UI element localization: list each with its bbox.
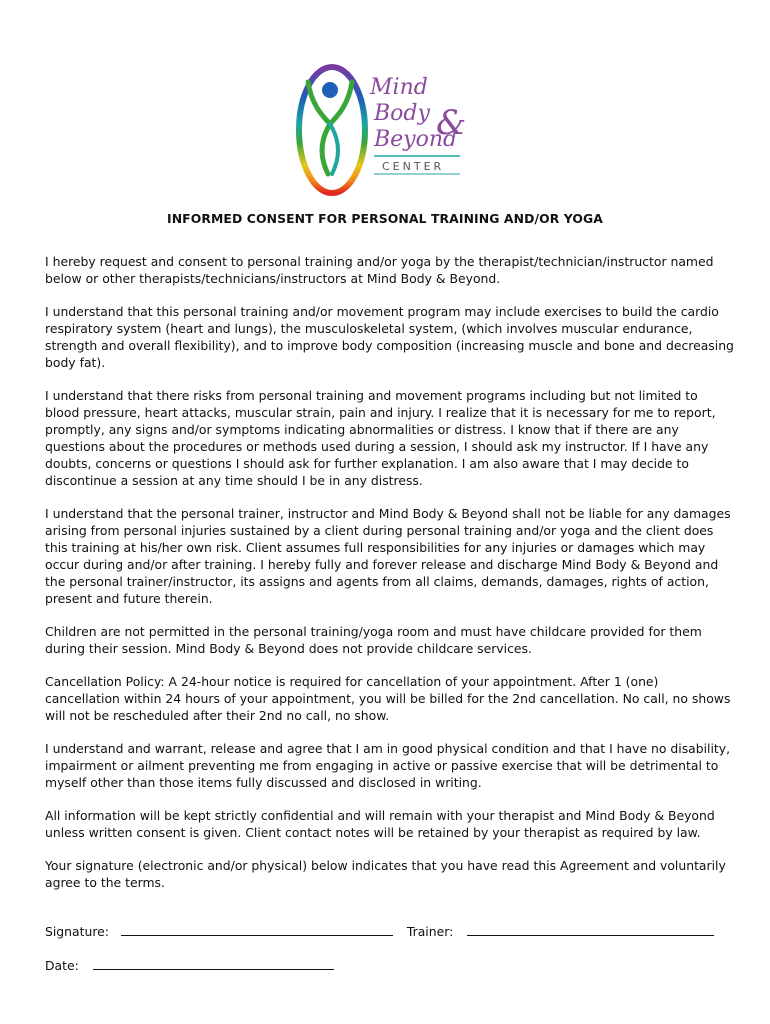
signature-line[interactable] (121, 923, 393, 936)
logo-text-beyond: Beyond (374, 127, 458, 152)
logo-text-center: CENTER (382, 160, 445, 173)
mind-body-beyond-logo (290, 62, 490, 197)
date-line[interactable] (93, 957, 334, 970)
paragraph-cancellation-policy: Cancellation Policy: A 24-hour notice is required for cancellation of your appointment. After 1 (one) cancellation within 24 hours of your appointment, you will be billed for the 2nd cancellation. No call, no shows will not be rescheduled after their 2nd no call, no show. (45, 674, 731, 723)
paragraph-risks: I understand that there risks from personal training and movement programs including but not limited to blood pressure, heart attacks, muscular strain, pain and injury. I realize that it is necessary for me to report, promptly, any signs and/or symptoms indicating abnormalities or distress. I know that if there are any questions about the procedures or methods used during a session, I should ask my instructor. If I have any doubts, concerns or questions I should ask for further explanation. I am also aware that I may decide to discontinue a session at any time should I be in any distress. (45, 388, 716, 488)
paragraph-liability-release: I understand that the personal trainer, instructor and Mind Body & Beyond shall not be liable for any damages arising from personal injuries sustained by a client during personal training and/or yoga and the client does this training at his/her own risk. Client assumes full responsibilities for any injuries or damages which may occur during and/or after training. I hereby fully and forever release and discharge Mind Body & Beyond and the personal trainer/instructor, its assigns and agents from all claims, demands, damages, rights of action, present and future therein. (45, 506, 731, 606)
consent-body (45, 253, 735, 907)
trainer-line[interactable] (467, 923, 714, 936)
paragraph-program-scope: I understand that this personal training and/or movement program may include exercises to build the cardio respiratory system (heart and lungs), the musculoskeletal system, (which involves muscular endurance, strength and overall flexibility), and to improve body composition (increasing muscle and bone and decreasing body fat). (45, 304, 734, 370)
logo-text-mind: Mind (370, 75, 428, 100)
date-label: Date: (45, 958, 79, 973)
logo-text-body: Body (374, 101, 430, 126)
document-title: INFORMED CONSENT FOR PERSONAL TRAINING AND/OR YOGA (166, 211, 603, 226)
paragraph-confidentiality: All information will be kept strictly confidential and will remain with your therapist and Mind Body & Beyond unless written consent is given. Client contact notes will be retained by your therapist as required by law. (45, 808, 715, 840)
logo-text-amp: & (436, 103, 467, 143)
signature-label: Signature: (45, 924, 109, 939)
paragraph-children-policy: Children are not permitted in the personal training/yoga room and must have childcare provided for them during their session. Mind Body & Beyond does not provide childcare services. (45, 624, 702, 656)
trainer-label: Trainer: (406, 924, 454, 939)
logo-figure-head (322, 82, 338, 98)
signature-row (45, 923, 714, 940)
date-row (45, 957, 334, 974)
paragraph-consent-request: I hereby request and consent to personal training and/or yoga by the therapist/technician/instructor named below or other therapists/technicians/instructors at Mind Body & Beyond. (45, 254, 714, 286)
paragraph-physical-condition: I understand and warrant, release and agree that I am in good physical condition and that I have no disability, impairment or ailment preventing me from engaging in active or passive exercise that will be detrimental to myself other than those items fully discussed and disclosed in writing. (45, 741, 731, 790)
paragraph-signature-agreement: Your signature (electronic and/or physical) below indicates that you have read this Agreement and voluntarily agree to the terms. (45, 858, 726, 890)
